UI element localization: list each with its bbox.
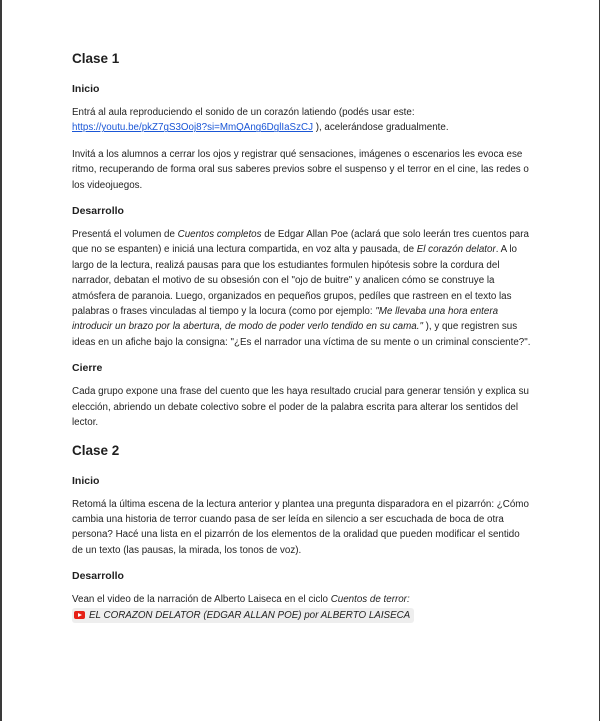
text-span: Presentá el volumen de (72, 229, 178, 241)
clase1-desarrollo-heading: Desarrollo (72, 205, 124, 218)
text-span: Entrá al aula reproduciendo el sonido de un corazón latiendo (podés usar este: (72, 107, 415, 118)
clase1-cierre-heading: Cierre (72, 362, 103, 375)
clase2-desarrollo-heading: Desarrollo (72, 570, 124, 583)
clase1-title: Clase 1 (72, 51, 120, 66)
text-span: Vean el video de la narración de Alberto Laiseca en el ciclo (72, 594, 331, 606)
text-span: ), y que registren sus ideas en un afiche bajo la consigna: "¿Es el narrador una víctima de su mente o un criminal consciente?". (72, 321, 531, 348)
clase2-title: Clase 2 (72, 442, 120, 458)
youtube-icon (74, 611, 85, 619)
clase1-inicio-paragraph-1 (72, 105, 532, 136)
heartbeat-youtube-link[interactable]: https://youtu.be/pkZ7gS3Ooj8?si=MmQAng6DglIaSzCJ (72, 122, 313, 134)
story-title: El corazón delator (416, 244, 496, 256)
clase1-cierre-paragraph: Cada grupo expone una frase del cuento que les haya resultado crucial para generar tensión y explica su elección, abriendo un debate colectivo sobre el poder de la palabra escrita para alterar los sentidos del lector. (72, 386, 529, 429)
page-edge-left (0, 0, 2, 721)
cycle-title: Cuentos de terror: (330, 594, 410, 606)
video-smart-chip[interactable] (72, 608, 414, 623)
clase2-desarrollo-paragraph (72, 592, 532, 625)
book-title: Cuentos completos (177, 229, 262, 241)
clase1-inicio-paragraph-2: Invitá a los alumnos a cerrar los ojos y registrar qué sensaciones, imágenes o escenarios les evoca ese ritmo, recuperando de forma oral sus saberes previos sobre el suspenso y el terror en el cine, las redes o los videojuegos. (72, 148, 529, 191)
text-span: . A lo largo de la lectura, realizá pausas para que los estudiantes formulen hipótesis sobre la cordura del narrador, debatan el motivo de su obsesión con el "ojo de buitre" y analicen cómo se construye la atmósfera de paranoia. Luego, organizados en pequeños grupos, pedíles que rastreen en el texto las palabras o frases vinculadas al tiempo y la locura (como por ejemplo: (72, 244, 517, 318)
video-chip-label: EL CORAZON DELATOR (EDGAR ALLAN POE) por ALBERTO LAISECA (89, 609, 411, 621)
document-body (72, 50, 532, 636)
clase1-inicio-heading: Inicio (72, 83, 100, 95)
clase1-desarrollo-paragraph (72, 227, 532, 350)
clase2-inicio-paragraph: Retomá la última escena de la lectura anterior y plantea una pregunta disparadora en el pizarrón: ¿Cómo cambia una historia de terror cuando pasa de ser leída en silencio a ser escuchada de boca de otra persona? Hacé una lista en el pizarrón de los elementos de la oralidad que pueden modificar el sentido de un texto (las pausas, la mirada, los tonos de voz). (72, 498, 529, 556)
clase2-inicio-heading: Inicio (72, 474, 100, 487)
story-quote: "Me llevaba una hora entera introducir un brazo por la abertura, de modo de poder verlo tendido en su cama." (72, 306, 499, 333)
text-span: ), acelerándose gradualmente. (312, 122, 449, 134)
text-span: de Edgar Allan Poe (aclará que solo leerán tres cuentos para que no se espanten) e iniciá una lectura compartida, en voz alta y pausada, de (72, 229, 529, 256)
